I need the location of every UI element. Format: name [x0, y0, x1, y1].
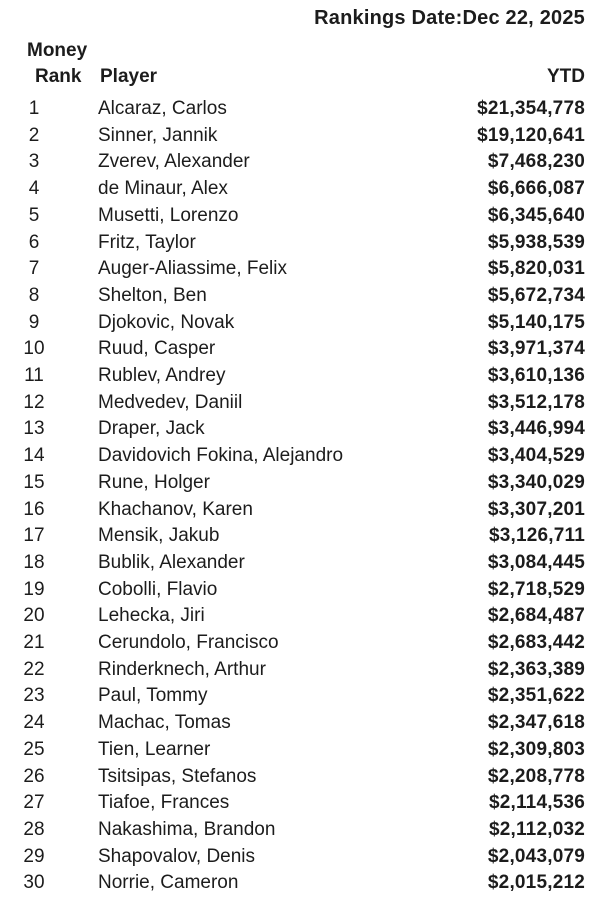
- ytd-cell: $3,512,178: [487, 391, 585, 413]
- player-cell: Rune, Holger: [98, 471, 210, 493]
- player-cell: Tien, Learner: [98, 738, 211, 760]
- rank-cell: 9: [28, 311, 40, 333]
- player-cell: Mensik, Jakub: [98, 525, 220, 547]
- rankings-date-title: Rankings Date:Dec 22, 2025: [314, 7, 585, 29]
- player-cell: Tiafoe, Frances: [98, 792, 230, 814]
- rank-cell: 6: [28, 231, 40, 253]
- player-cell: Rublev, Andrey: [98, 365, 226, 387]
- rank-cell: 20: [23, 605, 45, 627]
- rank-cell: 3: [28, 151, 40, 173]
- ytd-cell: $3,126,711: [488, 525, 585, 547]
- table-row: [0, 497, 600, 524]
- table-row: [0, 390, 600, 417]
- table-row: [0, 710, 600, 737]
- player-cell: Paul, Tommy: [98, 685, 208, 707]
- ytd-cell: $2,112,032: [488, 818, 585, 840]
- player-cell: Djokovic, Novak: [98, 311, 235, 333]
- ytd-cell: $2,684,487: [487, 605, 585, 627]
- ytd-cell: $2,351,622: [487, 685, 585, 707]
- ytd-cell: $3,084,445: [487, 551, 585, 573]
- table-row: [0, 764, 600, 791]
- player-cell: Shelton, Ben: [98, 284, 207, 306]
- rank-cell: 1: [28, 98, 40, 119]
- ytd-cell: $2,363,389: [487, 658, 585, 680]
- player-cell: Musetti, Lorenzo: [98, 204, 239, 226]
- player-cell: Nakashima, Brandon: [98, 818, 276, 840]
- rank-cell: 14: [23, 445, 45, 467]
- table-row: [0, 550, 600, 577]
- ytd-cell: $5,140,175: [487, 311, 585, 333]
- rank-cell: 7: [28, 258, 40, 280]
- ytd-cell: $5,820,031: [487, 258, 585, 280]
- rank-cell: 22: [23, 658, 45, 680]
- rank-cell: 27: [23, 792, 45, 814]
- ytd-cell: $3,446,994: [487, 418, 585, 440]
- ytd-cell: $7,468,230: [487, 151, 585, 173]
- player-cell: Fritz, Taylor: [98, 231, 196, 253]
- money-rank-header-line1: Money: [27, 40, 88, 61]
- rank-cell: 25: [23, 738, 45, 760]
- rank-cell: 19: [23, 578, 45, 600]
- ytd-cell: $2,114,536: [488, 792, 585, 814]
- rank-column-header: Rank: [35, 66, 82, 87]
- rank-cell: 24: [23, 712, 45, 734]
- rank-cell: 21: [23, 632, 45, 654]
- player-cell: Shapovalov, Denis: [98, 845, 256, 867]
- ytd-cell: $2,043,079: [487, 845, 585, 867]
- rank-cell: 17: [23, 525, 45, 547]
- table-row: [0, 790, 600, 817]
- player-cell: Rinderknech, Arthur: [98, 658, 266, 680]
- ytd-cell: $2,015,212: [487, 872, 585, 894]
- ytd-cell: $2,309,803: [487, 738, 585, 760]
- player-cell: Khachanov, Karen: [98, 498, 253, 520]
- rank-cell: 15: [23, 471, 45, 493]
- player-cell: Tsitsipas, Stefanos: [98, 765, 257, 787]
- player-cell: Auger-Aliassime, Felix: [98, 258, 287, 280]
- player-cell: Medvedev, Daniil: [98, 391, 243, 413]
- ytd-column-header: YTD: [547, 66, 585, 87]
- ytd-cell: $21,354,778: [477, 98, 585, 119]
- ytd-cell: $5,672,734: [487, 284, 585, 306]
- rank-cell: 26: [23, 765, 45, 787]
- player-cell: Cobolli, Flavio: [98, 578, 218, 600]
- rank-cell: 12: [23, 391, 45, 413]
- table-row: [0, 363, 600, 390]
- rank-cell: 8: [28, 284, 40, 306]
- rank-cell: 29: [23, 845, 45, 867]
- table-row: [0, 683, 600, 710]
- player-cell: Machac, Tomas: [98, 712, 231, 734]
- player-cell: Draper, Jack: [98, 418, 205, 440]
- table-row: [0, 603, 600, 630]
- table-row: [0, 149, 600, 176]
- player-cell: Cerundolo, Francisco: [98, 632, 279, 654]
- ytd-cell: $3,971,374: [487, 338, 585, 360]
- rank-cell: 28: [23, 818, 45, 840]
- rank-cell: 13: [23, 418, 45, 440]
- ytd-cell: $3,610,136: [487, 365, 585, 387]
- rank-cell: 18: [23, 551, 45, 573]
- rank-cell: 30: [23, 872, 45, 894]
- table-body: [0, 96, 600, 897]
- table-row: [0, 443, 600, 470]
- ytd-cell: $2,347,618: [487, 712, 585, 734]
- ytd-cell: $3,404,529: [487, 445, 585, 467]
- table-row: [0, 870, 600, 897]
- player-cell: Davidovich Fokina, Alejandro: [98, 445, 344, 467]
- rank-cell: 10: [23, 338, 45, 360]
- player-cell: Norrie, Cameron: [98, 872, 239, 894]
- rank-cell: 16: [23, 498, 45, 520]
- player-cell: Zverev, Alexander: [98, 151, 250, 173]
- player-cell: Alcaraz, Carlos: [98, 98, 227, 119]
- rank-cell: 23: [23, 685, 45, 707]
- rank-cell: 5: [28, 204, 40, 226]
- table-row: [0, 283, 600, 310]
- rank-cell: 11: [24, 365, 44, 387]
- ytd-cell: $19,120,641: [477, 124, 585, 146]
- table-row: [0, 657, 600, 684]
- ytd-cell: $2,683,442: [487, 632, 585, 654]
- player-cell: Ruud, Casper: [98, 338, 216, 360]
- table-row: [0, 123, 600, 150]
- table-row: [0, 844, 600, 871]
- table-row: [0, 230, 600, 257]
- player-cell: Lehecka, Jiri: [98, 605, 205, 627]
- rank-cell: 4: [28, 178, 40, 200]
- table-row: [0, 310, 600, 337]
- table-row: [0, 470, 600, 497]
- ytd-cell: $5,938,539: [487, 231, 585, 253]
- ytd-cell: $2,208,778: [487, 765, 585, 787]
- player-cell: de Minaur, Alex: [98, 178, 228, 200]
- table-header: [0, 38, 600, 90]
- table-row: [0, 176, 600, 203]
- player-column-header: Player: [100, 66, 158, 87]
- table-row: [0, 336, 600, 363]
- table-row: [0, 96, 600, 123]
- table-row: [0, 523, 600, 550]
- rank-cell: 2: [28, 124, 40, 146]
- column-headers-row: [0, 64, 600, 90]
- table-row: [0, 203, 600, 230]
- ytd-cell: $3,340,029: [487, 471, 585, 493]
- table-row: [0, 416, 600, 443]
- table-row: [0, 630, 600, 657]
- player-cell: Sinner, Jannik: [98, 124, 218, 146]
- table-row: [0, 577, 600, 604]
- ytd-cell: $6,666,087: [487, 178, 585, 200]
- table-row: [0, 737, 600, 764]
- player-cell: Bublik, Alexander: [98, 551, 245, 573]
- table-row: [0, 817, 600, 844]
- ytd-cell: $6,345,640: [487, 204, 585, 226]
- ytd-cell: $2,718,529: [487, 578, 585, 600]
- table-row: [0, 256, 600, 283]
- ytd-cell: $3,307,201: [487, 498, 585, 520]
